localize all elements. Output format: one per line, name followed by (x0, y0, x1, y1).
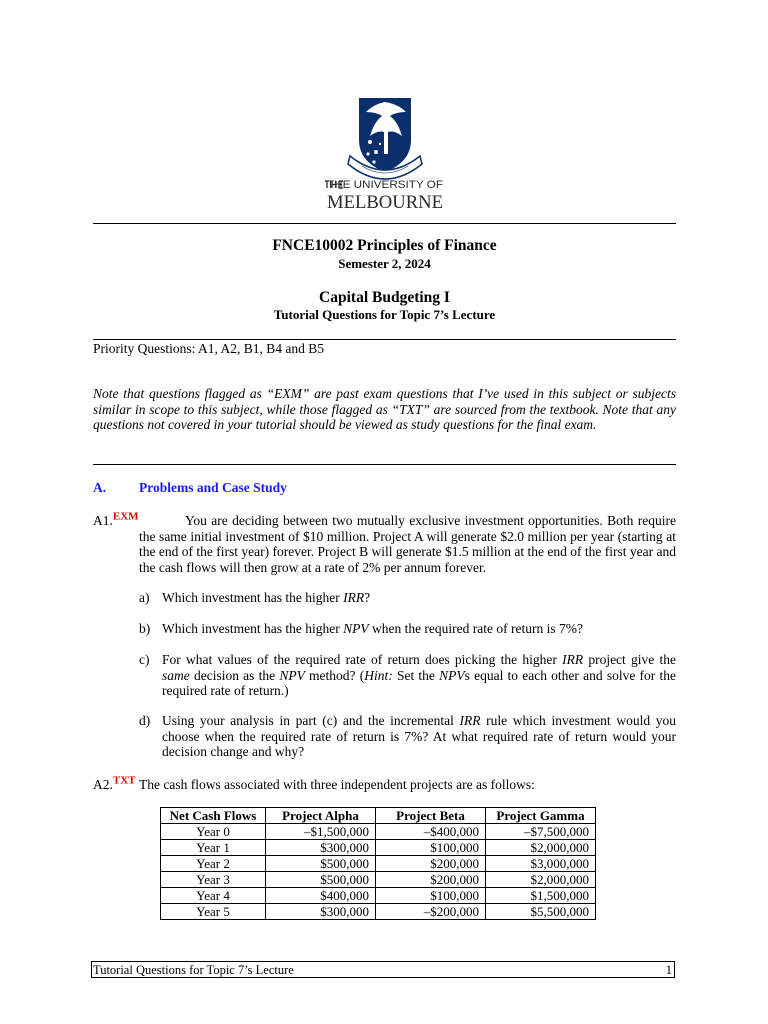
a1-part-b-label: b) (139, 621, 151, 636)
topic-subtitle: Tutorial Questions for Topic 7’s Lecture (273, 307, 496, 322)
question-a2-text: The cash flows associated with three independent projects are as follows: (139, 777, 535, 792)
table-cell: $500,000 (266, 872, 376, 888)
table-cell: $400,000 (266, 888, 376, 904)
a1-part-c-label: c) (139, 652, 150, 667)
cash-flow-table (160, 807, 596, 920)
table-cell: $200,000 (376, 856, 486, 872)
table-row (161, 872, 596, 888)
table-cell: –$1,500,000 (266, 824, 376, 840)
a1-part-c-text: For what values of the required rate of return does picking the higher IRR project give the same decision as the NPV method? (Hint: Set the NPVs equal to each other and solve for the required rate of return.) (162, 652, 676, 698)
txt-tag: TXT (112, 774, 136, 787)
section-rule (93, 464, 676, 465)
table-cell: $2,000,000 (486, 872, 596, 888)
table-cell: Year 3 (161, 872, 266, 888)
svg-text:THE UNIVERSITY OF: THE UNIVERSITY OF (327, 179, 444, 191)
table-cell: –$400,000 (376, 824, 486, 840)
a1-part-a-label: a) (139, 590, 150, 605)
section-letter: A. (93, 480, 107, 495)
table-cell: –$200,000 (376, 904, 486, 920)
table-row (161, 824, 596, 840)
section-title: Problems and Case Study (139, 480, 287, 495)
page-footer (91, 961, 675, 978)
svg-text:MELBOURNE: MELBOURNE (327, 192, 443, 211)
footer-title: Tutorial Questions for Topic 7’s Lecture (93, 963, 294, 977)
question-a2-number (93, 774, 136, 793)
question-number: A2. (93, 777, 113, 792)
table-row (161, 840, 596, 856)
table-cell: $300,000 (266, 840, 376, 856)
table-cell: $1,500,000 (486, 888, 596, 904)
table-cell: Year 5 (161, 904, 266, 920)
column-header: Project Beta (376, 808, 486, 824)
table-cell: Year 4 (161, 888, 266, 904)
column-header: Project Alpha (266, 808, 376, 824)
table-cell: Year 2 (161, 856, 266, 872)
column-header: Project Gamma (486, 808, 596, 824)
question-number: A1. (93, 513, 113, 528)
table-row (161, 888, 596, 904)
a1-part-d-label: d) (139, 713, 151, 728)
table-cell: $2,000,000 (486, 840, 596, 856)
table-cell: $3,000,000 (486, 856, 596, 872)
a1-part-d-text: Using your analysis in part (c) and the incremental IRR rule which investment would you choose when the required rate of return is 7%? At what required rate of return would your decision change and why? (162, 713, 676, 759)
page-number: 1 (665, 963, 672, 977)
note-paragraph: Note that questions flagged as “EXM” are past exam questions that I’ve used in this subject or subjects similar in scope to this subject, while those flagged as “TXT” are sourced from the textbook. Note that any questions not covered in your tutorial should be viewed as study questions for the final exam. (93, 386, 676, 432)
topic-title: Capital Budgeting I (319, 289, 450, 306)
a1-part-b-text: Which investment has the higher NPV when the required rate of return is 7%? (162, 621, 583, 636)
table-header-row (161, 808, 596, 824)
table-cell: $300,000 (266, 904, 376, 920)
a1-part-a-text: Which investment has the higher IRR? (162, 590, 371, 605)
university-wordmark-graphic (326, 177, 444, 211)
semester: Semester 2, 2024 (338, 256, 431, 271)
course-title: FNCE10002 Principles of Finance (272, 237, 497, 254)
question-a1-text: You are deciding between two mutually exclusive investment opportunities. Both require the same initial investment of $10 million. Project A will generate $2.0 million per year (starting at the end of the first year) forever. Project B will generate $1.5 million at the end of the first year and the cash flows will then grow at a rate of 2% per annum forever. (139, 513, 676, 575)
table-cell: –$7,500,000 (486, 824, 596, 840)
question-a1-number (93, 510, 139, 529)
table-cell: Year 1 (161, 840, 266, 856)
table-row (161, 904, 596, 920)
table-cell: $5,500,000 (486, 904, 596, 920)
exm-tag: EXM (112, 510, 139, 523)
header-rule-bottom (93, 339, 676, 340)
header-rule-top (93, 223, 676, 224)
priority-questions: Priority Questions: A1, A2, B1, B4 and B5 (93, 341, 325, 356)
table-cell: Year 0 (161, 824, 266, 840)
table-cell: $100,000 (376, 888, 486, 904)
column-header: Net Cash Flows (161, 808, 266, 824)
table-row (161, 856, 596, 872)
table-cell: $200,000 (376, 872, 486, 888)
table-cell: $100,000 (376, 840, 486, 856)
section-heading (93, 480, 287, 496)
table-cell: $500,000 (266, 856, 376, 872)
